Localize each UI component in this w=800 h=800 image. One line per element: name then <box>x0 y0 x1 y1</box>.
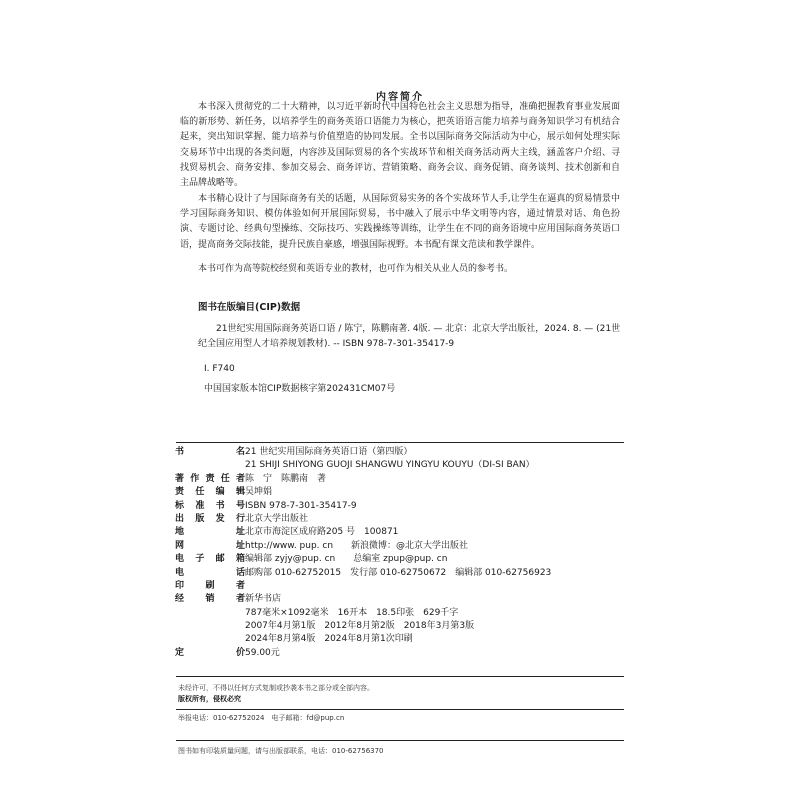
divider-footer <box>176 709 624 710</box>
imprint-value: 21 世纪实用国际商务英语口语（第四版） <box>245 447 413 457</box>
imprint-row <box>175 633 625 646</box>
imprint-label: 著 作 责 任 者 <box>175 473 245 484</box>
imprint-value: 北京大学出版社 <box>245 513 309 524</box>
imprint-value <box>245 580 625 593</box>
divider-top <box>176 442 624 443</box>
imprint-table <box>175 446 625 660</box>
imprint-row <box>175 620 625 633</box>
imprint-row <box>175 580 625 593</box>
imprint-value: ISBN 978-7-301-35417-9 <box>245 500 357 511</box>
cip-heading: 图书在版编目(CIP)数据 <box>198 302 301 313</box>
intro-paragraph-2: 本书精心设计了与国际商务有关的话题，从国际贸易实务的各个实战环节人手,让学生在逼真的贸易情景中学习国际商务知识、模仿体验如何开展国际贸易，书中融入了展示中华文明等内容，通过情景对话、角色扮演、专题讨论、经典句型操练、交际技巧、实践操练等训练，让学生在不同的商务语境中应用国际商务英语口语，提高商务交际技能，提升民族自豪感，增强国际视野。本书配有课文范读和教学课件。 <box>180 194 620 250</box>
imprint-label: 电 话 <box>175 567 245 578</box>
imprint-row <box>175 593 625 606</box>
imprint-row <box>175 526 625 539</box>
imprint-row <box>175 647 625 660</box>
imprint-row <box>175 567 625 580</box>
imprint-value: http://www. pup. cn 新浪微博：@北京大学出版社 <box>245 540 469 551</box>
imprint-value: 59.00元 <box>245 647 280 658</box>
imprint-label: 电 子 邮 箱 <box>175 554 245 565</box>
imprint-label: 出 版 发 行 <box>175 513 245 524</box>
intro-title: 内容简介 <box>376 92 424 103</box>
imprint-label: 定 价 <box>175 647 245 658</box>
imprint-row <box>175 553 625 566</box>
cip-classification: Ⅰ. F740 <box>204 364 235 374</box>
report-contact: 举报电话：010-62752024 电子邮箱：fd@pup.cn <box>178 714 345 722</box>
imprint-row <box>175 446 625 459</box>
imprint-row <box>175 540 625 553</box>
imprint-value: 陈 宁 陈鹏南 著 <box>245 473 327 484</box>
imprint-label: 经 销 者 <box>175 594 245 605</box>
intro-paragraph-3: 本书可作为高等院校经贸和英语专业的教材，也可作为相关从业人员的参考书。 <box>198 264 514 274</box>
imprint-label: 责 任 编 辑 <box>175 487 245 498</box>
imprint-row <box>175 607 625 620</box>
imprint-label: 地 址 <box>175 527 245 538</box>
imprint-row <box>175 500 625 513</box>
imprint-row <box>175 459 625 472</box>
imprint-label <box>175 620 245 633</box>
imprint-value: 新华书店 <box>245 594 282 605</box>
imprint-row <box>175 513 625 526</box>
imprint-row <box>175 473 625 486</box>
imprint-value: 2007年4月第1版 2012年8月第2版 2018年3月第3版 <box>245 621 475 632</box>
imprint-label: 网 址 <box>175 540 245 551</box>
rights-notice: 版权所有，侵权必究 <box>178 695 241 703</box>
imprint-value: 北京市海淀区成府路205 号 100871 <box>245 527 399 538</box>
imprint-value: 2024年8月第4版 2024年8月第1次印刷 <box>245 634 413 645</box>
divider-footer-2 <box>176 740 624 741</box>
intro-paragraph-1: 本书深入贯彻党的二十大精神，以习近平新时代中国特色社会主义思想为指导，准确把握教育事业发展面临的新形势、新任务，以培养学生的商务英语口语能力为核心，把英语语言能力培养与商务知识学习有机结合起来，突出知识掌握、能力培养与价值塑造的协同发展。全书以国际商务交际活动为中心，展示如何处理实际交易环节中出现的各类问题，内容涉及国际贸易的各个实战环节和相关商务活动两大主线，涵盖客户介绍、寻找贸易机会、商务安排、参加交易会、商务评访、营销策略、商务会议、商务促销、商务谈判、技术创新和自主品牌战略等。 <box>180 102 620 189</box>
imprint-value: 吴坤娟 <box>245 487 273 498</box>
quality-contact: 图书如有印装质量问题，请与出版部联系，电话：010-62756370 <box>178 747 384 755</box>
imprint-value: 21 SHIJI SHIYONG GUOJI SHANGWU YINGYU KOUYU（DI-SI BAN） <box>245 460 535 471</box>
copyright-notice: 未经许可，不得以任何方式复制或抄袭本书之部分或全部内容。 <box>178 684 374 692</box>
cip-entry: 21世纪实用国际商务英语口语 / 陈宁，陈鹏南著. 4版. — 北京：北京大学出版社，2024. 8. — (21世纪全国应用型人才培养规划教材). -- ISBN 978-7-301-35417-9 <box>198 324 621 349</box>
imprint-label <box>175 633 245 646</box>
imprint-label: 标 准 书 号 <box>175 500 245 511</box>
imprint-value: 787毫米×1092毫米 16开本 18.5印张 629千字 <box>245 607 459 618</box>
imprint-row <box>175 486 625 499</box>
imprint-value: 邮购部 010-62752015 发行部 010-62750672 编辑部 010-62756923 <box>245 567 552 578</box>
imprint-label: 书 名 <box>175 447 245 457</box>
divider-imprint-bottom <box>176 676 624 677</box>
imprint-label: 印 刷 者 <box>175 580 245 591</box>
imprint-value: 编辑部 zyjy@pup. cn 总编室 zpup@pup. cn <box>245 554 448 565</box>
imprint-label <box>175 607 245 620</box>
imprint-label <box>175 459 245 472</box>
cip-record-number: 中国国家版本馆CIP数据核字第202431CM07号 <box>204 384 396 394</box>
